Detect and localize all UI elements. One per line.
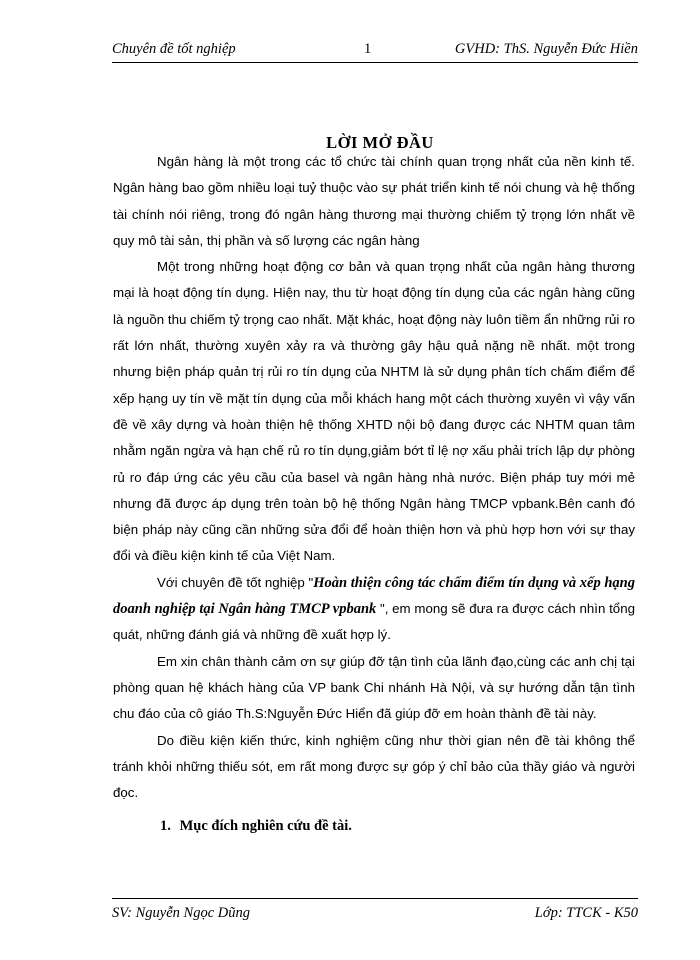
header-document-type: Chuyên đề tốt nghiệp — [112, 41, 236, 57]
section-number: 1. — [160, 818, 171, 834]
section-heading — [160, 818, 352, 835]
header-advisor: GVHD: ThS. Nguyễn Đức Hiền — [454, 41, 638, 57]
topic-title: Hoàn thiện công tác chấm điểm tín dụng và xếp hạng doanh nghiệp tại Ngân hàng TMCP vpbank — [113, 574, 635, 618]
footer-student: SV: Nguyễn Ngọc Dũng — [112, 905, 250, 921]
paragraph-limitations: Do điều kiện kiến thức, kinh nghiệm cũng như thời gian nên đề tài không thể tránh khỏi những thiếu sót, em rất mong được sự góp ý chỉ bảo của thầy giáo và người đọc. — [113, 732, 635, 801]
page-number: 1 — [364, 41, 372, 57]
document-body — [113, 149, 635, 806]
paragraph-credit-activity: Một trong những hoạt động cơ bản và quan trọng nhất của ngân hàng thương mại là hoạt động tín dụng. Hiện nay, thu từ hoạt động tín dụng của các ngân hàng cũng là nguồn thu chiếm tỷ trọng cao nhất. Mặt khác, hoạt động này luôn tiềm ẩn những rủi ro rất lớn nhất, thường xuyên xảy ra và thường gây hậu quả nặng nề nhất. một trong nhưng biện pháp quản trị rủi ro tín dụng của NHTM là sử dụng phân tích chấm điểm để xếp hạng uy tín về mặt tín dụng của mỗi khách hang một cách thường xuyên vì vậy vấn đề về xây dựng và hoàn thiện hệ thống XHTD nội bộ đang được các NHTM quan tâm nhằm ngăn ngừa và hạn chế rủ ro tín dụng,giảm bớt tỉ lệ nợ xấu phải trích lập dự phòng rủ ro đáp ứng các yêu cầu của basel và ngân hàng nhà nước. Biện pháp tuy mới mẻ nhưng đã được áp dụng trên toàn bộ hệ thống Ngân hàng TMCP vpbank.Bên canh đó biện pháp này cũng cần những sửa đổi để hoàn thiện hơn và phù hợp hơn với sự thay đổi và điều kiện kinh tế của Việt Nam. — [113, 259, 635, 564]
paragraph-intro: Ngân hàng là một trong các tổ chức tài chính quan trọng nhất của nền kinh tế. Ngân hàng bao gồm nhiều loại tuỷ thuộc vào sự phát triển kinh tế nói chung và hệ thống tài chính nói riêng, trong đó ngân hàng thương mại thường chiếm tỷ trọng lớn nhất về quy mô tài sản, thị phần và số lượng các ngân hàng — [113, 154, 635, 248]
topic-lead-text: Với chuyên đề tốt nghiệp " — [157, 574, 314, 590]
page-header — [112, 38, 638, 63]
paragraph-topic — [113, 570, 635, 649]
page-title: LỜI MỞ ĐẦU — [326, 133, 434, 152]
page-footer — [112, 898, 638, 927]
section-title: Mục đích nghiên cứu đề tài. — [179, 818, 352, 834]
topic-trail-text: ", em mong sẽ đưa ra được cách nhìn tổng quát, những đánh giá và những đề xuất hợp lý. — [113, 601, 635, 643]
paragraph-thanks: Em xin chân thành cảm ơn sự giúp đỡ tận tình của lãnh đạo,cùng các anh chị tại phòng quan hệ khách hàng của VP bank Chi nhánh Hà Nội, và sự hướng dẫn tận tình chu đáo của cô giáo Th.S:Nguyễn Đức Hiển đã giúp đỡ em hoàn thành đề tài này. — [113, 653, 635, 722]
footer-class: Lớp: TTCK - K50 — [534, 905, 638, 921]
